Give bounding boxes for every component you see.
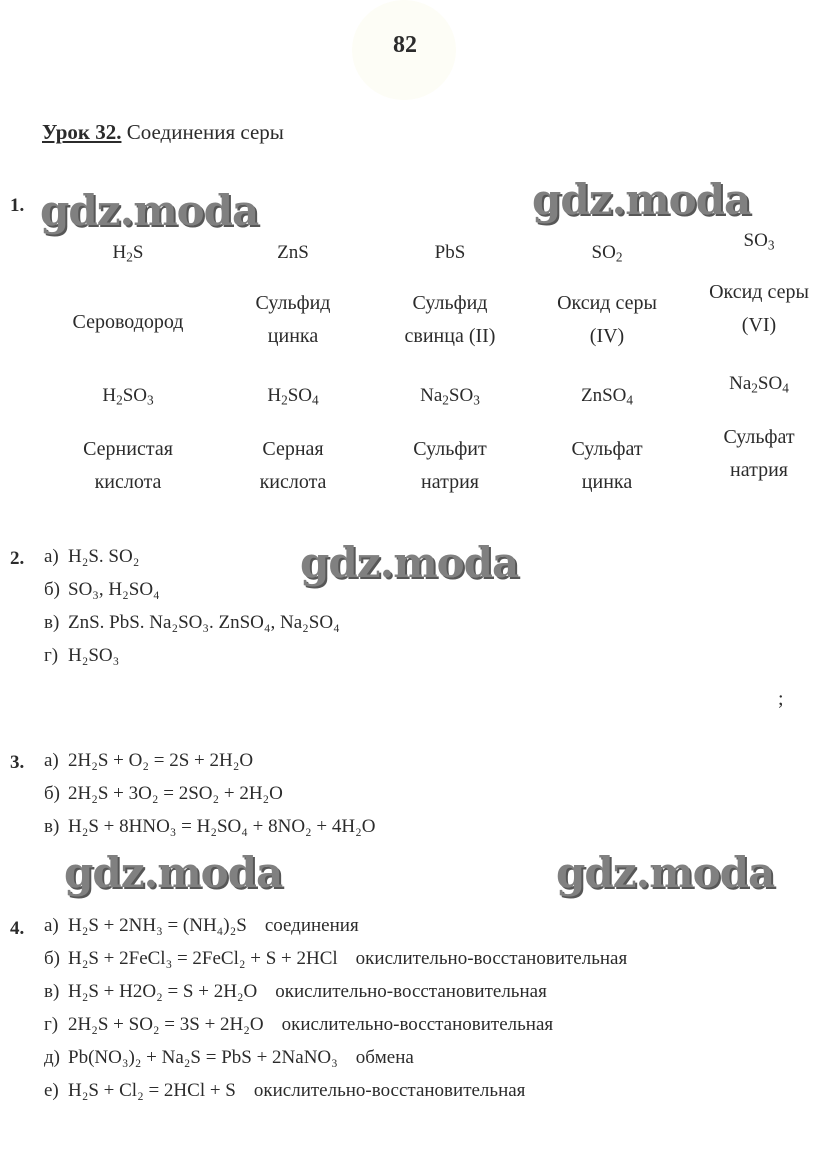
compound-name: Сероводород [72, 311, 184, 333]
watermark: gdz.moda [532, 175, 751, 224]
task-4-number: 4. [10, 918, 25, 939]
compound-formula: $H_2SO_3$ [102, 385, 154, 408]
compound-formula: $Na_2SO_4$ [729, 373, 789, 396]
equation: H₂S + H2O₂ = S + 2H₂O [68, 981, 258, 1002]
task-2-number: 2. [10, 548, 25, 569]
item-label: б) [44, 783, 60, 804]
item-label: в) [44, 612, 60, 633]
task-4-line [44, 981, 547, 1003]
compound-formula: $Na_2SO_3$ [420, 385, 480, 408]
equation: 2H₂S + SO₂ = 3S + 2H₂O [68, 1014, 264, 1035]
equation: Pb(NO₃)₂ + Na₂S = PbS + 2NaNO₃ [68, 1047, 338, 1068]
compound-formula: $SO_2$ [591, 242, 623, 265]
reaction-type: соединения [264, 915, 359, 936]
watermark: gdz.moda [556, 848, 775, 897]
item-label: б) [44, 579, 60, 600]
equation: H₂S + 2FeCl₃ = 2FeCl₂ + S + 2HCl [68, 948, 338, 969]
task-4-line [44, 1014, 553, 1036]
compound-name: Сульфит натрия [413, 438, 487, 493]
item-label: е) [44, 1080, 59, 1101]
task-4-line [44, 1047, 414, 1069]
compound-formula: PbS [434, 242, 466, 263]
answer-text: H₂S. SO₂ [68, 546, 140, 567]
item-label: а) [44, 750, 59, 771]
compound-formula: $H_2SO_4$ [267, 385, 319, 408]
watermark: gdz.moda [40, 186, 259, 235]
item-label: в) [44, 981, 60, 1002]
task-3-line [44, 783, 283, 805]
item-label: в) [44, 816, 60, 837]
equation: 2H₂S + O₂ = 2S + 2H₂O [68, 750, 254, 771]
answer-text: SO₃, H₂SO₄ [68, 579, 160, 600]
compound-name: Оксид серы (VI) [709, 281, 809, 336]
compound-name: Сульфат цинка [571, 438, 643, 493]
lesson-number: Урок 32. [42, 120, 122, 144]
task-4-line [44, 948, 627, 970]
compound-name: Сульфид свинца (II) [404, 292, 496, 347]
item-label: г) [44, 645, 59, 666]
item-label: б) [44, 948, 60, 969]
reaction-type: окислительно-восстановительная [253, 1080, 526, 1101]
lesson-topic: Соединения серы [126, 120, 284, 144]
watermark: gdz.moda [300, 538, 519, 587]
page-number: 82 [393, 32, 417, 58]
compound-formula: ZnS [277, 242, 309, 263]
equation: H₂S + 2NH₃ = (NH₄)₂S [68, 915, 247, 936]
item-label: а) [44, 546, 59, 567]
reaction-type: окислительно-восстановительная [275, 981, 547, 1002]
compound-formula: $SO_3$ [743, 230, 775, 253]
task-3-line [44, 750, 253, 772]
task-2-line [44, 645, 119, 667]
compound-formula: $H_2S$ [112, 242, 144, 265]
lesson-title [42, 120, 284, 145]
item-label: а) [44, 915, 59, 936]
item-label: д) [44, 1047, 60, 1068]
compound-formula: ZnSO$_4$ [580, 385, 634, 408]
answer-text: H₂SO₃ [68, 645, 120, 666]
task-4-line [44, 915, 359, 937]
equation: H₂S + 8HNO₃ = H₂SO₄ + 8NO₂ + 4H₂O [68, 816, 376, 837]
answer-text: ZnS. PbS. Na₂SO₃. ZnSO₄, Na₂SO₄ [68, 612, 340, 633]
compound-name: Серная кислота [259, 438, 327, 493]
task-4-line [44, 1080, 525, 1102]
equation: 2H₂S + 3O₂ = 2SO₂ + 2H₂O [68, 783, 283, 804]
compound-name: Оксид серы (IV) [557, 292, 657, 347]
stray-mark: ; [778, 688, 784, 710]
task-3-number: 3. [10, 752, 25, 773]
task-2-line [44, 546, 139, 568]
equation: H₂S + Cl₂ = 2HCl + S [68, 1080, 236, 1101]
compound-name: Сернистая кислота [83, 438, 173, 493]
task-3-line [44, 816, 375, 838]
compound-name: Сульфид цинка [255, 292, 331, 347]
item-label: г) [44, 1014, 59, 1035]
task-1-number: 1. [10, 195, 25, 216]
watermark: gdz.moda [64, 848, 283, 897]
reaction-type: окислительно-восстановительная [355, 948, 628, 969]
reaction-type: окислительно-восстановительная [281, 1014, 554, 1035]
compound-name: Сульфат натрия [723, 426, 795, 481]
task-2-line [44, 612, 340, 634]
task-2-line [44, 579, 160, 601]
reaction-type: обмена [355, 1047, 414, 1068]
